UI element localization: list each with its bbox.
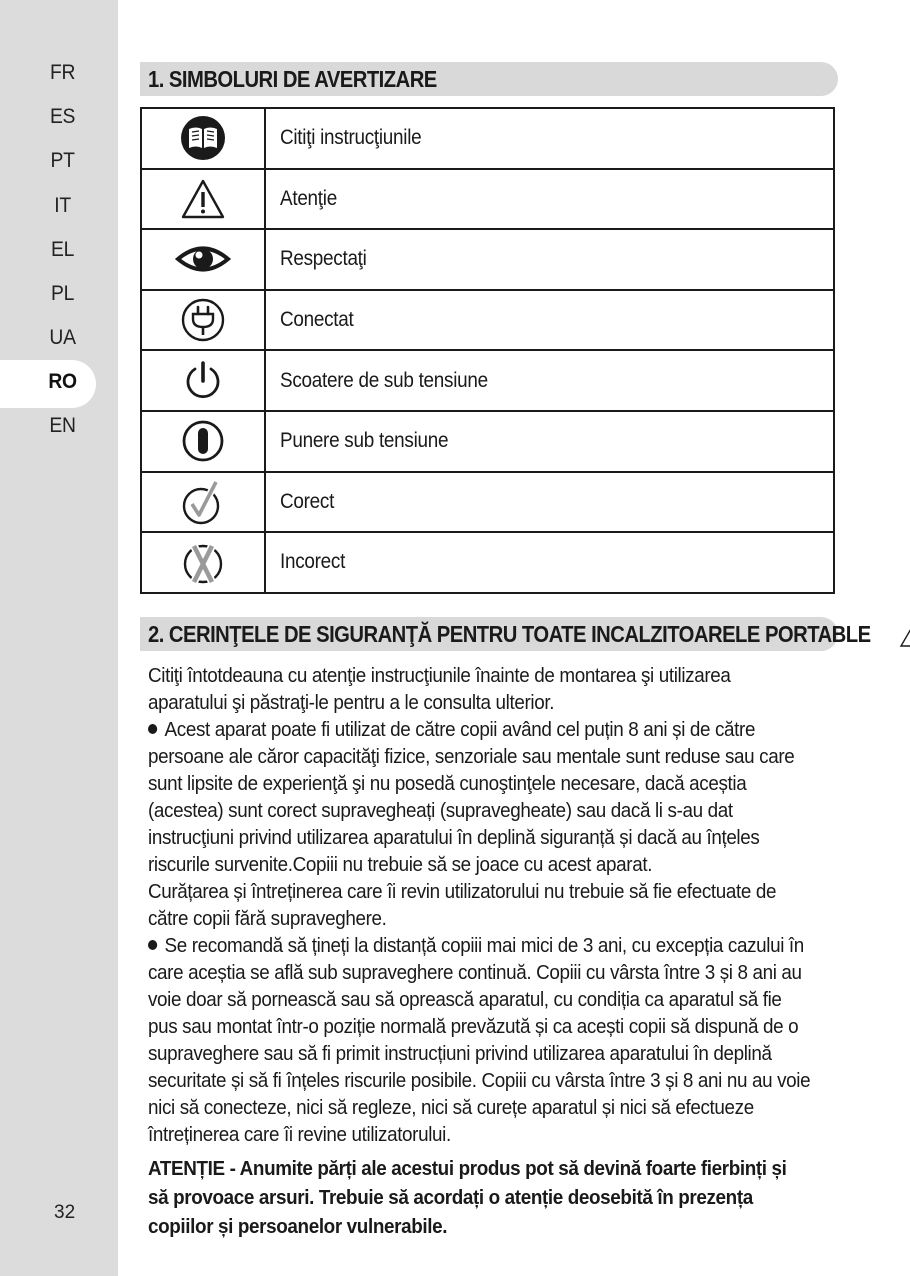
symbol-label: Corect: [280, 489, 335, 513]
table-row: [141, 108, 834, 169]
section2-header: [140, 617, 871, 651]
lang-tab-pl[interactable]: PL: [51, 282, 75, 305]
plug-icon: [180, 297, 226, 343]
warning-paragraph: ATENȚIE - Anumite părți ale acestui produs pot să devină foarte fierbinți și să provoace arsuri. Trebuie să acordați o atenție deosebită în prezența copiilor și persoanelor vulnerabile.: [148, 1157, 787, 1238]
cleaning-paragraph: Curățarea și întreținerea care îi revin utilizatorului nu trebuie să fie efectuate de către copii fără supraveghere.: [148, 880, 777, 930]
table-row: [141, 229, 834, 290]
table-row: [141, 411, 834, 472]
symbol-label: Respectaţi: [280, 247, 367, 271]
lang-tab-es[interactable]: ES: [49, 105, 76, 128]
lang-tab-fr[interactable]: FR: [49, 61, 76, 84]
lang-tab-en[interactable]: EN: [49, 414, 76, 437]
intro-paragraph: Citiţi întotdeauna cu atenţie instrucţiunile înainte de montarea şi utilizarea aparatului şi păstraţi-le pentru a le consulta ulterior.: [148, 664, 731, 714]
page-number: 32: [54, 1202, 76, 1223]
section1-title: 1. SIMBOLURI DE AVERTIZARE: [148, 66, 437, 92]
warning-triangle-icon: [180, 178, 226, 220]
section2-title: 2. CERINŢELE DE SIGURANŢĂ PENTRU TOATE INCALZITOARELE PORTABLE: [148, 621, 871, 647]
cross-icon: [180, 538, 226, 586]
lang-tab-ua[interactable]: UA: [49, 326, 76, 349]
table-row: [141, 350, 834, 411]
symbol-label: Punere sub tensiune: [280, 429, 449, 453]
lang-tab-it[interactable]: IT: [54, 194, 71, 217]
table-row: [141, 169, 834, 230]
lang-tab-el[interactable]: EL: [51, 238, 75, 261]
symbol-label: Scoatere de sub tensiune: [280, 368, 488, 392]
section1-header: [140, 62, 838, 96]
bullet-icon: [148, 724, 157, 734]
safety-requirements-text: [148, 662, 810, 1241]
power-off-icon: [181, 359, 225, 403]
table-row: [141, 532, 834, 593]
book-icon: [180, 115, 226, 161]
warning-symbols-table: [140, 107, 835, 594]
table-row: [141, 290, 834, 351]
table-row: [141, 472, 834, 533]
language-sidebar: [0, 0, 118, 1276]
symbol-label: Citiţi instrucţiunile: [280, 126, 422, 150]
symbol-label: Conectat: [280, 308, 354, 332]
warning-triangle-icon: [898, 620, 910, 648]
symbol-label: Atenţie: [280, 186, 337, 210]
bullet-paragraph: Se recomandă să țineți la distanță copiii mai mici de 3 ani, cu excepția cazului în care aceștia se află sub supraveghere continuă. Copiii cu vârsta între 3 și 8 ani au voie doar să pornească sau să oprească aparatul, cu condiția ca aparatul să fie pus sau montat într-o poziție normală prevăzută și ca acești copii să dispună de o supraveghere sau să fi primit instrucțiuni privind utilizarea aparatului în deplină securitate și să fi înțeles riscurile posibile. Copiii cu vârsta între 3 și 8 ani nu au voie nici să conecteze, nici să regleze, nici să curețe aparatul și nici să efectueze întreținerea care îi revine utilizatorului.: [148, 934, 811, 1146]
lang-tab-ro[interactable]: RO: [48, 370, 77, 393]
symbol-label: Incorect: [280, 550, 346, 574]
check-icon: [180, 478, 226, 526]
bullet-paragraph: Acest aparat poate fi utilizat de către copii având cel puțin 8 ani și de către persoane ale căror capacităţi fizice, senzoriale sau mentale sunt reduse sau care sunt lipsite de experienţă şi nu posedă cunoştinţele necesare, dacă aceștia (acestea) sunt corect supravegheați (supravegheate) sau dacă li s-au dat instrucţiuni privind utilizarea aparatului în deplină siguranță și dacă au înțeles riscurile survenite.Copiii nu trebuie să se joace cu acest aparat.: [148, 718, 795, 876]
power-on-icon: [181, 419, 225, 463]
lang-tab-pt[interactable]: PT: [50, 149, 75, 172]
eye-icon: [175, 242, 231, 276]
bullet-icon: [148, 940, 157, 950]
